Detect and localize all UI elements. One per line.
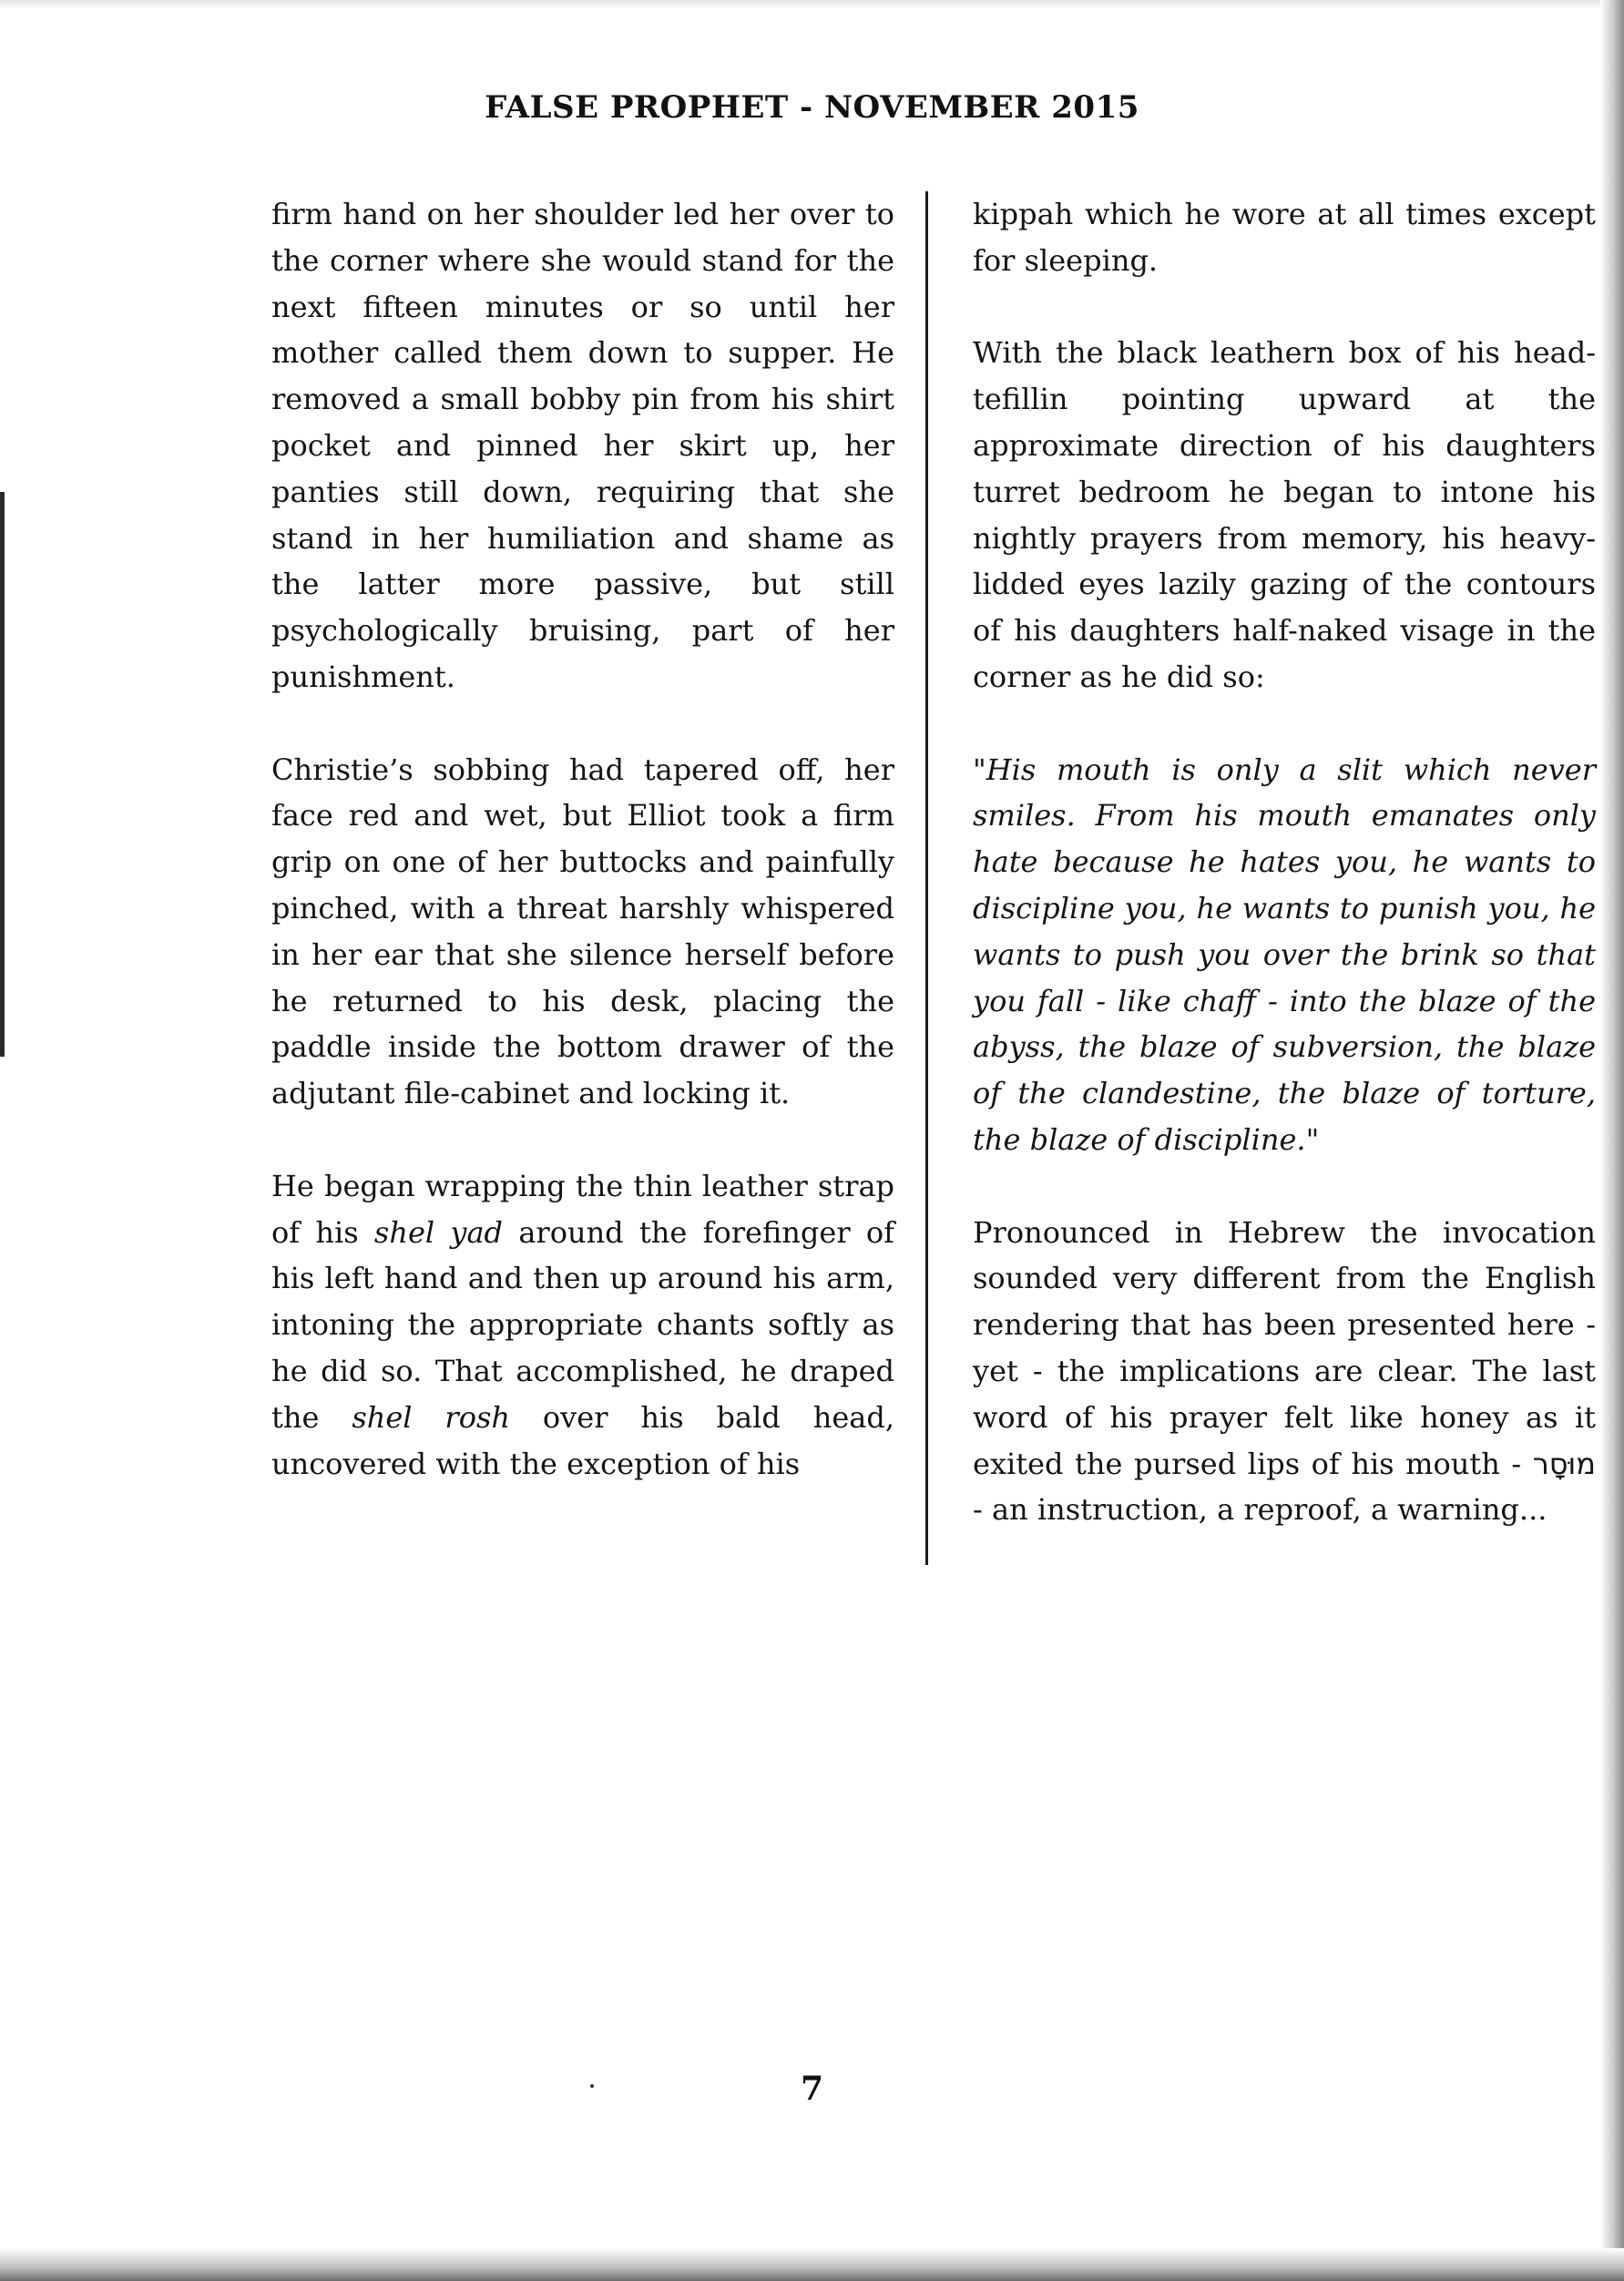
page-edge-left [0,492,5,1057]
right-paragraph-4-text-b: - an instruction, a reproof, a warning... [973,1492,1547,1528]
left-paragraph-3-text-a: He began wrapping the thin leather strap of his [271,1168,894,1250]
page-edge-bottom [0,2248,1624,2281]
page-edge-top [0,0,1624,9]
prayer-quote: "His mouth is only a slit which never smiles. From his mouth emanates only hate because he hates you, he wants to discipline you, he wants to punish you, he wants to push you over the brink so that you fall - like chaff - into the blaze of the abyss, the blaze of subversion, the blaze of the clandestine, the blaze of torture, the blaze of discipline." [973,752,1596,1157]
right-paragraph-2: With the black leathern box of his head-tefillin pointing upward at the approximate direction of his daughters turret bedroom he began to intone his nightly prayers from memory, his heavy-lidded eyes lazily gazing of the contours of his daughters half-naked visage in the corner as he did so: [973,335,1596,694]
column-divider [925,191,928,1565]
left-column [271,191,894,1533]
shel-yad-term: shel yad [373,1214,504,1250]
page-number: 7 [800,2070,824,2108]
left-paragraph-3 [271,1163,894,1488]
right-paragraph-1: kippah which he wore at all times except for sleeping. [973,197,1596,278]
right-column [973,191,1596,1580]
right-paragraph-4-text-a: Pronounced in Hebrew the invocation sounded very different from the English rendering that has been presented here - yet - the implications are clear. The last word of his prayer felt like honey as it exited the pursed lips of his mouth - [973,1214,1596,1481]
prayer-quote-block [973,747,1596,1163]
left-paragraph-2: Christie’s sobbing had tapered off, her face red and wet, but Elliot took a firm grip on one of her buttocks and painfully pinched, with a threat harshly whispered in her ear that she silence herself before he returned to his desk, placing the paddle inside the bottom drawer of the adjutant file-cabinet and locking it. [271,752,894,1111]
left-paragraph-3-text-b: around the forefinger of his left hand and then up around his arm, intoning the appropriate chants softly as he did so. That accomplished, he draped the [271,1214,895,1435]
left-paragraph-1: firm hand on her shoulder led her over to the corner where she would stand for the next fifteen minutes or so until her mother called them down to supper. He removed a small bobby pin from his shirt pocket and pinned her skirt up, her panties still down, requiring that she stand in her humiliation and shame as the latter more passive, but still psychologically bruising, part of her punishment. [271,197,894,694]
running-header: FALSE PROPHET - NOVEMBER 2015 [485,89,1139,126]
hebrew-word: מוּסָר [1532,1446,1596,1481]
page-edge-right [1600,0,1624,2281]
shel-rosh-term: shel rosh [352,1399,511,1435]
left-paragraph-3-text-c: over his bald head, uncovered with the exception of his [271,1399,895,1481]
right-paragraph-4 [973,1210,1596,1534]
